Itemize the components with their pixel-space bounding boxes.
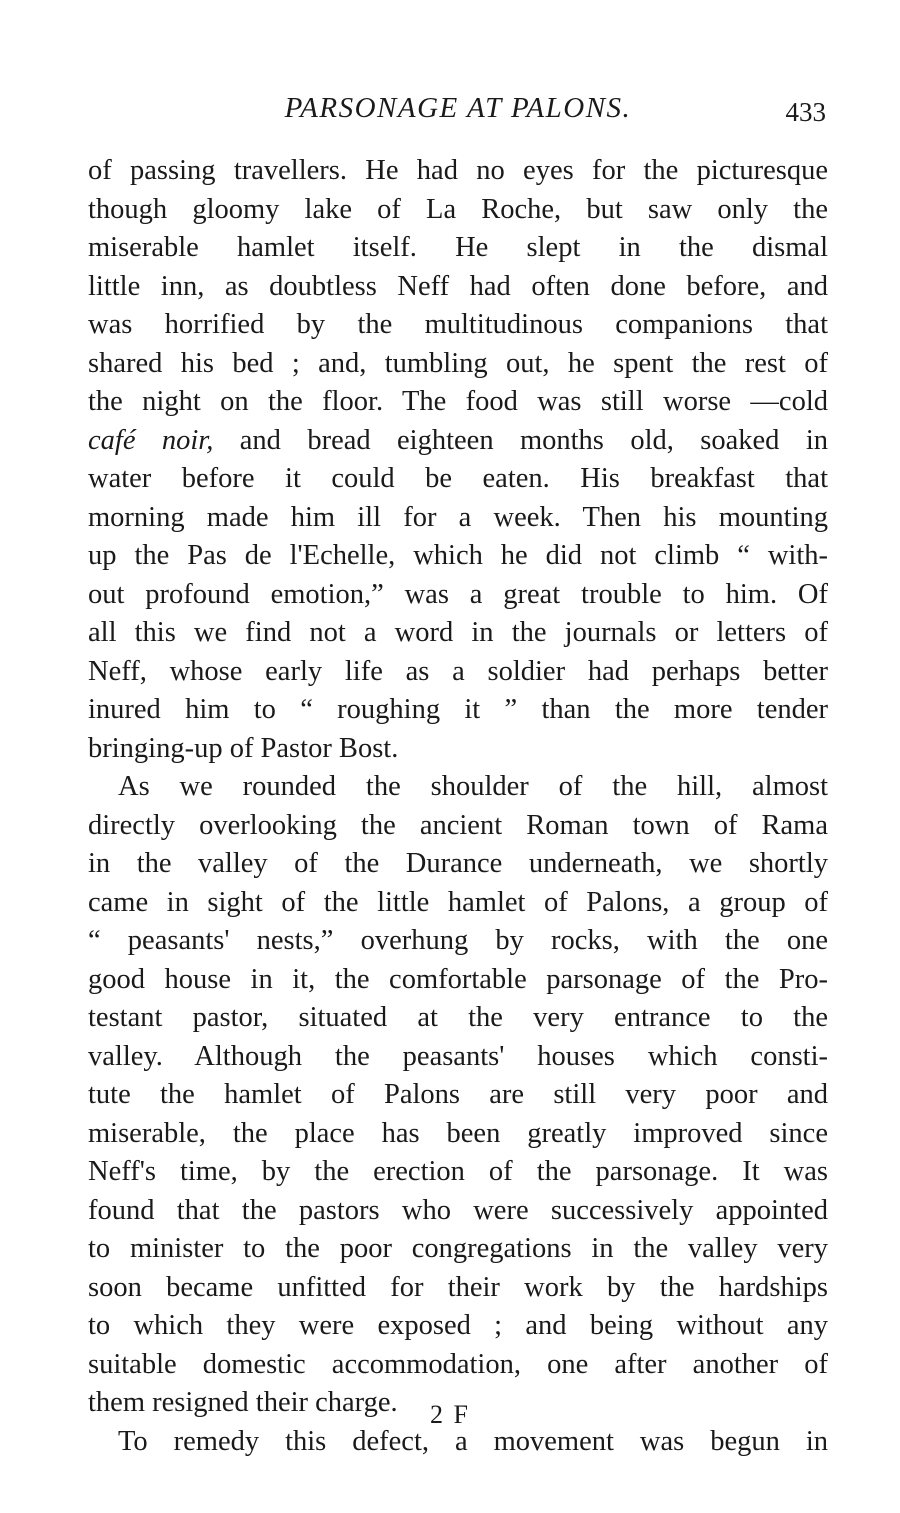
text-line: directly overlooking the ancient Roman town of Rama [88,809,828,841]
text-line: to which they were exposed ; and being without any [88,1310,828,1341]
text-line-cafe-noir: café noir, and bread eighteen months old, soaked in [88,424,828,456]
page-number: 433 [785,97,826,127]
text-line: to minister to the poor congregations in the valley very [88,1233,828,1264]
paragraph-2 [88,768,828,1423]
text-line: To remedy this defect, a movement was begun in [118,1425,828,1457]
text-line: miserable, the place has been greatly improved since [88,1117,828,1149]
text-line: soon became unfitted for their work by the hardships [88,1271,828,1303]
text-line: “ peasants' nests,” overhung by rocks, with the one [88,925,828,956]
text-line: Neff's time, by the erection of the parsonage. It was [88,1156,828,1187]
text-line: in the valley of the Durance underneath, we shortly [88,848,828,879]
text-line: them resigned their charge. [88,1387,398,1418]
text-line: water before it could be eaten. His breakfast that [88,463,828,494]
signature-mark: 2 F [430,1400,470,1429]
text-line: out profound emotion,” was a great trouble to him. Of [88,578,828,610]
text-line: valley. Although the peasants' houses which consti- [88,1040,828,1072]
text-line: though gloomy lake of La Roche, but saw only the [88,193,828,225]
text-line: all this we find not a word in the journals or letters of [88,617,828,648]
text-line: was horrified by the multitudinous companions that [88,309,828,340]
paragraph-1 [88,152,828,768]
text-line: of passing travellers. He had no eyes for the picturesque [88,155,828,186]
text-line: miserable hamlet itself. He slept in the dismal [88,232,828,263]
text-line: bringing-up of Pastor Bost. [88,732,399,764]
text-line: found that the pastors who were successively appointed [88,1194,828,1226]
text-line: little inn, as doubtless Neff had often done before, and [88,270,828,302]
text-line: morning made him ill for a week. Then his mounting [88,501,828,533]
text-line: came in sight of the little hamlet of Palons, a group of [88,886,828,918]
page-header [88,88,828,132]
text-line: good house in it, the comfortable parsonage of the Pro- [88,963,828,995]
text-line: inured him to “ roughing it ” than the more tender [88,694,828,725]
running-title: PARSONAGE AT PALONS. [284,92,632,124]
body-text [88,152,828,1461]
text-line: Neff, whose early life as a soldier had perhaps better [88,655,828,687]
text-line: As we rounded the shoulder of the hill, almost [118,771,828,802]
text-line: shared his bed ; and, tumbling out, he spent the rest of [88,347,828,379]
text-line: tute the hamlet of Palons are still very poor and [88,1079,828,1110]
italic-cafe-noir: café noir, [88,424,214,456]
text-line: up the Pas de l'Echelle, which he did not climb “ with- [88,540,828,571]
text-line: the night on the floor. The food was still worse —cold [88,386,828,417]
text-line: suitable domestic accommodation, one after another of [88,1348,828,1380]
text-line: testant pastor, situated at the very entrance to the [88,1002,828,1033]
